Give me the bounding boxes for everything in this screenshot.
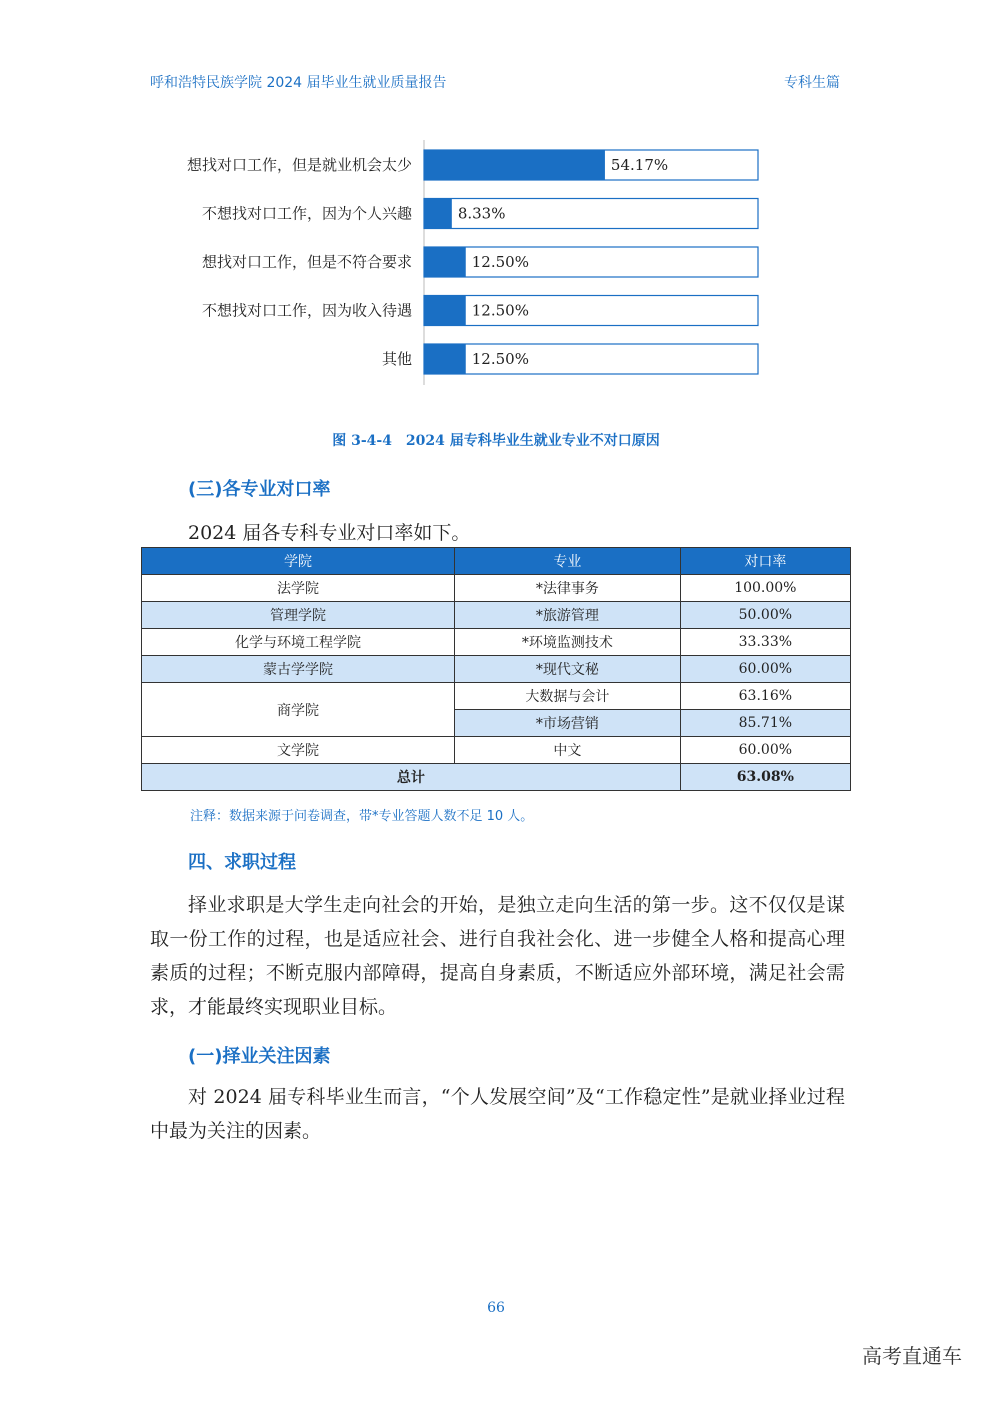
bar-4: [424, 344, 466, 374]
cell-rate: 85.71%: [680, 710, 850, 737]
category-label: 想找对口工作，但是不符合要求: [201, 253, 412, 271]
bar-3: [424, 296, 466, 326]
section-4-title: 四、求职过程: [188, 852, 296, 873]
data-label: 12.50%: [471, 253, 529, 271]
bar-1: [424, 199, 452, 229]
category-label: 想找对口工作，但是就业机会太少: [186, 156, 412, 174]
cell-rate: 50.00%: [680, 602, 850, 629]
cell-rate: 60.00%: [680, 737, 850, 764]
table-total-row: [142, 764, 851, 791]
category-label: 不想找对口工作，因为个人兴趣: [201, 204, 412, 223]
cell-college: 文学院: [142, 737, 455, 764]
section-3-intro: 2024 届各专科专业对口率如下。: [188, 522, 471, 544]
cell-major: *法律事务: [455, 575, 681, 602]
header-college: 学院: [142, 548, 455, 575]
page-number: 66: [487, 1300, 505, 1316]
header-section-name: 专科生篇: [784, 75, 840, 91]
cell-major: *市场营销: [455, 710, 681, 737]
cell-college: 管理学院: [142, 602, 455, 629]
table-row: [142, 629, 851, 656]
cell-major: *现代文秘: [455, 656, 681, 683]
data-label: 54.17%: [610, 156, 669, 174]
cell-rate: 60.00%: [680, 656, 850, 683]
cell-college: 法学院: [142, 575, 455, 602]
cell-college: 蒙古学学院: [142, 656, 455, 683]
header-major: 专业: [455, 548, 681, 575]
watermark: 高考直通车: [862, 1344, 962, 1368]
cell-rate: 33.33%: [680, 629, 850, 656]
section-4-paragraph: 择业求职是大学生走向社会的开始，是独立走向生活的第一步。这不仅仅是谋取一份工作的过程，也是适应社会、进行自我社会化、进一步健全人格和提高心理素质的过程；不断克服内部障碍，提高自身素质，不断适应外部环境，满足社会需求，才能最终实现职业目标。: [150, 894, 845, 1018]
mismatch-reasons-chart: [140, 140, 780, 385]
table-row: [142, 737, 851, 764]
data-label: 12.50%: [471, 301, 529, 320]
cell-college: 商学院: [142, 683, 455, 737]
total-rate: 63.08%: [680, 764, 850, 791]
total-label: 总计: [142, 764, 681, 791]
table-row: [142, 602, 851, 629]
figure-caption: 图 3-4-4 2024 届专科毕业生就业专业不对口原因: [332, 433, 660, 449]
cell-major: 中文: [455, 737, 681, 764]
cell-major: *环境监测技术: [455, 629, 681, 656]
section-4-1-title: (一)择业关注因素: [188, 1046, 331, 1067]
bar-2: [424, 247, 466, 277]
table-row: [142, 656, 851, 683]
section-3-title: (三)各专业对口率: [188, 479, 331, 500]
cell-major: *旅游管理: [455, 602, 681, 629]
table-row: [142, 575, 851, 602]
header-rate: 对口率: [680, 548, 850, 575]
data-label: 12.50%: [471, 350, 529, 368]
category-label: 其他: [381, 350, 412, 368]
category-label: 不想找对口工作，因为收入待遇: [201, 301, 412, 320]
data-label: 8.33%: [457, 204, 506, 223]
header-report-title: 呼和浩特民族学院 2024 届毕业生就业质量报告: [150, 75, 447, 91]
cell-major: 大数据与会计: [455, 683, 681, 710]
cell-rate: 100.00%: [680, 575, 850, 602]
cell-rate: 63.16%: [680, 683, 850, 710]
cell-college: 化学与环境工程学院: [142, 629, 455, 656]
table-note: 注释：数据来源于问卷调查，带*专业答题人数不足 10 人。: [190, 809, 534, 824]
bar-0: [424, 150, 605, 180]
section-4-1-paragraph: 对 2024 届专科毕业生而言，“个人发展空间”及“工作稳定性”是就业择业过程中最为关注的因素。: [150, 1086, 845, 1142]
major-match-rate-table: [141, 547, 851, 791]
table-header-row: [142, 548, 851, 575]
table-row: [142, 683, 851, 710]
